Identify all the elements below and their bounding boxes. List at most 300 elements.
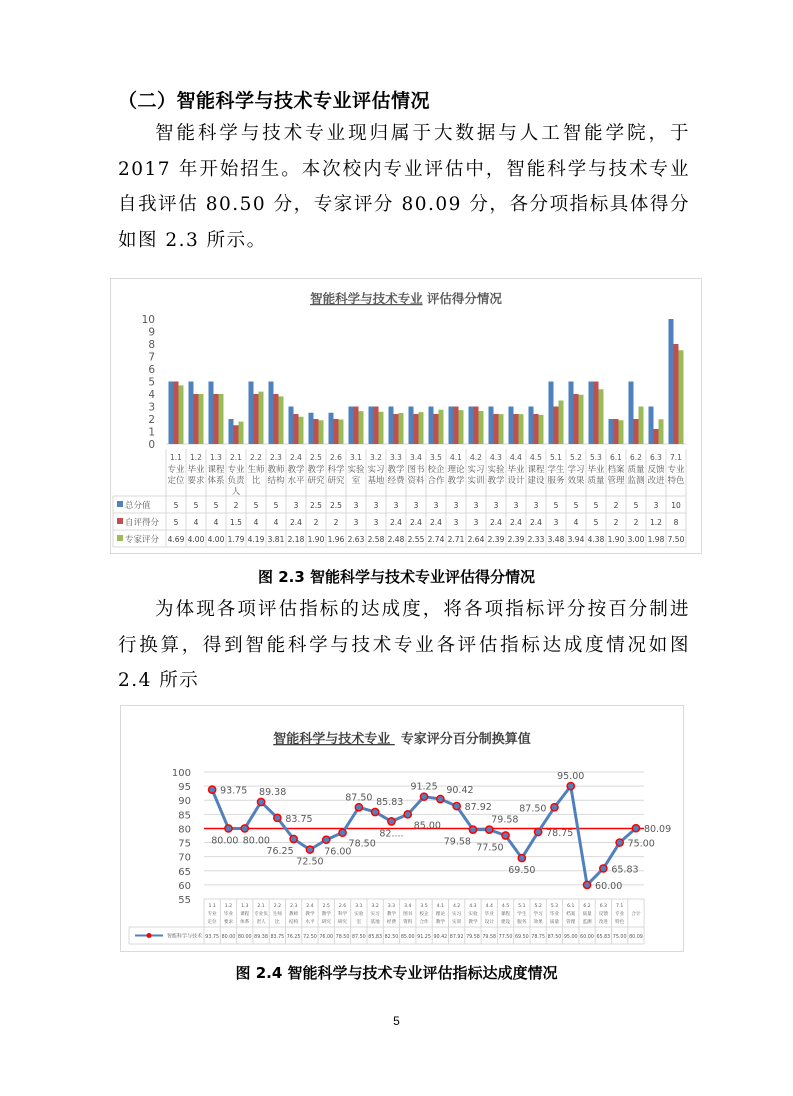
table-value: 3.81	[267, 535, 285, 544]
legend-label: 总分值	[125, 501, 151, 511]
data-label: 72.50	[296, 856, 324, 868]
category-name: 专业定位	[167, 465, 185, 486]
bar-expert	[259, 392, 264, 444]
table-value: 79.58	[482, 935, 497, 940]
y-tick-label: 100	[171, 768, 191, 779]
data-point	[437, 795, 444, 802]
data-point	[469, 826, 476, 833]
category-code: 2.6	[330, 453, 342, 462]
table-value: 3	[373, 518, 379, 527]
table-value: 85.00	[400, 935, 415, 940]
category-name: 实验室	[347, 465, 365, 486]
bar-total	[449, 407, 454, 445]
category-code: 5.3	[590, 453, 602, 462]
chart-title-part1: 智能科学与技术专业	[310, 291, 423, 306]
table-value: 2.5	[310, 501, 322, 510]
category-label: 5.3 毕业质量	[549, 904, 560, 925]
data-label: 93.75	[220, 785, 248, 797]
table-value: 5	[273, 501, 279, 510]
table-value: 4.19	[247, 535, 265, 544]
data-point	[241, 825, 248, 832]
table-value: 2.4	[410, 518, 422, 527]
data-label: 90.42	[446, 785, 474, 797]
data-label: 79.58	[491, 814, 519, 826]
table-value: 80.09	[629, 935, 643, 940]
table-value: 95.00	[563, 935, 578, 940]
table-value: 2.18	[287, 535, 305, 544]
table-value: 2.5	[330, 501, 342, 510]
table-value: 2	[613, 501, 619, 510]
table-value: 2	[633, 518, 639, 527]
table-value: 65.83	[596, 935, 611, 940]
table-value: 72.50	[303, 935, 317, 940]
data-label: 89.38	[259, 786, 287, 798]
table-value: 2.58	[367, 535, 385, 544]
paragraph-conversion: 为体现各项评估指标的达成度，将各项指标评分按百分制进行换算，得到智能科学与技术专业各评估指标达成度情况如图 2.4 所示	[118, 599, 690, 691]
table-value: 3	[453, 501, 459, 510]
category-name: 教学水平	[287, 465, 305, 486]
y-tick-label: 3	[148, 401, 155, 414]
table-value: 3	[473, 501, 479, 510]
category-name: 课程体系	[207, 465, 225, 486]
bar-expert	[399, 413, 404, 444]
bar-expert	[619, 420, 624, 444]
table-value: 4.69	[167, 535, 185, 544]
data-label: 80.00	[211, 835, 239, 847]
table-value: 4	[273, 518, 279, 527]
bar-total	[409, 407, 414, 445]
bar-expert	[319, 420, 324, 444]
category-label: 1.1 专业定位	[207, 904, 217, 925]
data-point	[290, 835, 297, 842]
category-name: 学习效果	[567, 465, 585, 486]
chart-title-part1: 智能科学与技术专业	[273, 732, 395, 747]
table-value: 3	[393, 501, 399, 510]
bar-self	[314, 419, 319, 444]
legend-swatch	[117, 518, 123, 524]
bar-total	[649, 407, 654, 445]
table-value: 89.38	[254, 935, 268, 940]
table-value: 93.75	[205, 935, 220, 940]
table-value: 1.2	[650, 518, 662, 527]
table-value: 4	[573, 518, 579, 527]
bar-total	[309, 413, 314, 444]
y-tick-label: 0	[148, 439, 155, 451]
data-point	[535, 828, 542, 835]
bar-expert	[219, 394, 224, 444]
y-tick-label: 90	[178, 796, 191, 808]
bar-total	[369, 407, 374, 445]
table-value: 5	[253, 501, 259, 510]
category-code: 2.3	[270, 453, 282, 462]
data-point	[355, 804, 362, 811]
category-code: 5.1	[550, 453, 562, 462]
table-value: 83.75	[270, 935, 285, 940]
data-point	[486, 826, 493, 833]
table-value: 1.98	[647, 535, 665, 544]
category-code: 1.2	[190, 453, 202, 462]
bar-expert	[519, 414, 524, 444]
y-tick-label: 5	[148, 376, 155, 389]
bar-expert	[559, 401, 564, 445]
bar-self	[514, 414, 519, 444]
data-label: 85.83	[376, 796, 404, 808]
data-point	[518, 854, 525, 861]
category-code: 3.2	[370, 453, 382, 462]
category-label: 4.4 毕业设计	[484, 904, 494, 925]
data-label: 77.50	[476, 842, 504, 854]
bar-total	[229, 419, 234, 444]
category-label: 4.3 实验教学	[468, 904, 478, 925]
table-value: 3	[433, 501, 439, 510]
bar-self	[334, 419, 339, 444]
table-value: 76.00	[319, 935, 334, 940]
bar-self	[574, 394, 579, 444]
bar-total	[349, 407, 354, 445]
category-label: 4.2 实习实训	[452, 904, 462, 925]
category-label: 6.2 质量监测	[582, 904, 592, 925]
data-point	[323, 836, 330, 843]
table-value: 5	[553, 501, 559, 510]
category-code: 5.2	[570, 453, 582, 462]
bar-self	[294, 414, 299, 444]
bar-expert	[419, 412, 424, 444]
bar-expert	[599, 389, 604, 444]
category-name: 毕业质量	[587, 465, 605, 486]
category-name: 课程建设	[527, 465, 545, 486]
table-value: 87.92	[449, 935, 464, 940]
bar-self	[674, 344, 679, 444]
y-tick-label: 70	[178, 852, 191, 864]
y-tick-label: 1	[148, 426, 155, 439]
category-code: 4.2	[470, 453, 482, 462]
table-value: 2.4	[290, 518, 302, 527]
table-value: 3	[473, 518, 479, 527]
table-value: 2.39	[487, 535, 505, 544]
data-label: 69.50	[508, 865, 536, 877]
table-value: 78.50	[335, 935, 350, 940]
data-point	[551, 804, 558, 811]
bar-total	[289, 407, 294, 445]
category-label: 3.2 实习基地	[370, 904, 380, 925]
category-code: 4.5	[530, 453, 542, 462]
category-name: 档案管理	[607, 465, 625, 486]
table-value: 2.74	[427, 535, 445, 544]
category-label: 4.1 理论教学	[435, 904, 445, 925]
category-name: 教学经费	[387, 465, 405, 486]
bar-self	[494, 414, 499, 444]
data-label: 79.58	[443, 836, 471, 848]
bar-self	[594, 382, 599, 445]
bar-self	[454, 407, 459, 445]
table-value: 78.75	[531, 935, 546, 940]
table-value: 2.33	[527, 535, 545, 544]
bar-self	[234, 425, 239, 444]
score-bar-chart-svg	[111, 279, 701, 553]
category-name: 学生服务	[547, 465, 565, 486]
table-value: 7.50	[667, 535, 685, 544]
data-label: 78.50	[348, 838, 376, 850]
category-name: 专业特色	[667, 465, 685, 486]
category-code: 3.3	[390, 453, 402, 462]
bar-total	[509, 407, 514, 445]
table-value: 77.50	[498, 935, 513, 940]
y-tick-label: 80	[178, 824, 191, 836]
bar-self	[214, 394, 219, 444]
category-label: 4.5 课程建设	[500, 904, 511, 925]
table-value: 5	[173, 518, 179, 527]
table-value: 4	[213, 518, 219, 527]
data-point	[209, 786, 216, 793]
bar-total	[329, 413, 334, 444]
category-name: 毕业设计	[507, 465, 525, 486]
bar-expert	[679, 350, 684, 444]
bar-self	[354, 407, 359, 445]
bar-expert	[579, 395, 584, 444]
table-value: 82.50	[384, 935, 399, 940]
table-value: 3	[373, 501, 379, 510]
category-label: 2.6 科学研究	[337, 904, 348, 925]
table-value: 2.71	[447, 535, 465, 544]
table-value: 4.00	[207, 535, 225, 544]
bar-expert	[639, 407, 644, 445]
table-value: 2.48	[387, 535, 405, 544]
bar-self	[554, 407, 559, 445]
category-name: 实验教学	[487, 465, 505, 486]
legend-swatch	[117, 501, 123, 507]
bar-expert	[539, 415, 544, 444]
table-value: 87.50	[547, 935, 562, 940]
category-name: 反馈改进	[647, 465, 665, 486]
category-code: 2.4	[290, 453, 302, 462]
data-label: 95.00	[557, 771, 585, 783]
section-heading: （二）智能科学与技术专业评估情况	[118, 90, 431, 112]
data-point	[257, 798, 264, 805]
category-name: 实习基地	[367, 465, 385, 486]
category-name: 质量监测	[627, 465, 645, 486]
category-label: 3.1 实验室	[354, 904, 364, 925]
page-number: 5	[393, 1014, 400, 1028]
bar-expert	[299, 417, 304, 444]
y-tick-label: 9	[148, 326, 155, 339]
bar-total	[389, 407, 394, 445]
category-name: 生师比	[247, 465, 265, 486]
category-label: 3.5 校企合作	[419, 904, 429, 925]
bar-self	[274, 394, 279, 444]
category-label: 1.2 毕业要求	[223, 904, 234, 925]
data-label: 87.50	[519, 803, 547, 815]
bar-total	[189, 382, 194, 445]
y-tick-label: 4	[148, 389, 155, 401]
data-point	[306, 846, 313, 853]
bar-self	[394, 414, 399, 444]
table-value: 5	[593, 501, 599, 510]
data-label: 82....	[379, 828, 404, 840]
category-code: 6.2	[630, 453, 642, 462]
table-value: 10	[671, 501, 681, 510]
data-point	[388, 818, 395, 825]
table-value: 2.4	[390, 518, 402, 527]
legend-label: 自评得分	[125, 518, 160, 528]
category-name: 教学研究	[307, 465, 325, 486]
bar-total	[169, 382, 174, 445]
chart-title	[273, 731, 531, 747]
bar-expert	[279, 396, 284, 444]
bar-self	[194, 394, 199, 444]
category-code: 3.4	[410, 453, 422, 462]
chart-title	[310, 291, 502, 306]
y-tick-label: 55	[178, 895, 191, 906]
bar-expert	[379, 412, 384, 444]
table-value: 76.25	[286, 935, 301, 940]
bar-self	[414, 414, 419, 444]
table-value: 69.50	[514, 935, 529, 940]
table-value: 3	[513, 501, 519, 510]
bar-total	[489, 407, 494, 445]
data-label: 87.92	[464, 802, 492, 814]
table-value: 5	[633, 501, 639, 510]
category-code: 7.1	[670, 453, 682, 462]
bar-expert	[659, 419, 664, 444]
figure-caption-2-3: 图 2.3 智能科学与技术专业评估得分情况	[257, 568, 536, 586]
category-label: 6.1 档案管理	[566, 904, 576, 925]
table-value: 5	[173, 501, 179, 510]
data-point	[583, 881, 590, 888]
chart-title-part2: 评估得分情况	[422, 291, 502, 306]
bar-expert	[179, 385, 184, 444]
bar-self	[614, 419, 619, 444]
table-value: 4.38	[587, 535, 605, 544]
category-name: 理论教学	[447, 465, 465, 486]
table-value: 2	[313, 518, 319, 527]
table-value: 3	[553, 518, 559, 527]
data-label: 75.00	[627, 838, 655, 850]
bar-total	[669, 319, 674, 444]
bar-self	[534, 414, 539, 444]
table-value: 5	[593, 518, 599, 527]
legend-swatch	[117, 535, 123, 541]
table-value: 2	[333, 518, 339, 527]
bar-self	[174, 382, 179, 445]
table-value: 5	[193, 501, 199, 510]
percentage-line-chart	[120, 705, 684, 952]
table-value: 2.4	[510, 518, 522, 527]
y-tick-label: 7	[148, 351, 155, 364]
table-value: 1.90	[607, 535, 625, 544]
category-name: 校企合作	[427, 465, 445, 486]
category-label: 5.2 学习效果	[533, 904, 543, 925]
data-point	[502, 832, 509, 839]
table-value: 4	[253, 518, 259, 527]
bar-expert	[359, 411, 364, 444]
table-value: 4.00	[187, 535, 205, 544]
table-value: 2.55	[407, 535, 425, 544]
category-label: 1.3 课程体系	[240, 904, 250, 925]
data-point	[420, 793, 427, 800]
figure-caption-2-4: 图 2.4 智能科学与技术专业评估指标达成度情况	[235, 964, 558, 982]
bar-expert	[339, 420, 344, 445]
legend-label: 智能科学与技术	[167, 933, 203, 940]
category-code: 6.1	[610, 453, 622, 462]
bar-self	[474, 407, 479, 445]
data-label: 87.50	[345, 792, 373, 804]
table-value: 3.00	[627, 535, 645, 544]
bar-total	[249, 382, 254, 445]
table-value: 2	[613, 518, 619, 527]
table-value: 75.00	[612, 935, 627, 940]
category-label: 2.3 教师结构	[289, 904, 299, 925]
category-code: 2.2	[250, 453, 262, 462]
table-value: 3.94	[567, 535, 585, 544]
category-label: 3.4 图书资料	[403, 904, 413, 925]
bar-expert	[479, 411, 484, 444]
category-label: 5.1 学生服务	[517, 904, 527, 925]
data-point	[632, 825, 639, 832]
category-label: 2.2 生师比	[272, 904, 282, 925]
table-value: 3	[353, 501, 359, 510]
category-code: 2.5	[310, 453, 322, 462]
y-tick-label: 10	[141, 314, 155, 326]
table-value: 3	[353, 518, 359, 527]
category-code: 2.1	[230, 453, 242, 462]
table-value: 3.48	[547, 535, 565, 544]
y-tick-label: 8	[148, 339, 155, 351]
bar-total	[589, 382, 594, 445]
table-value: 5	[213, 501, 219, 510]
bar-total	[529, 407, 534, 445]
table-value: 5	[573, 501, 579, 510]
bar-expert	[459, 410, 464, 444]
data-label: 60.00	[595, 880, 623, 892]
category-label: 2.1 专业负责人	[254, 904, 268, 925]
bar-total	[569, 382, 574, 445]
data-label: 80.00	[242, 835, 270, 847]
data-label: 85.00	[413, 820, 441, 832]
bar-self	[374, 407, 379, 445]
category-name: 毕业要求	[187, 465, 205, 486]
data-point	[225, 825, 232, 832]
category-code: 4.3	[490, 453, 502, 462]
table-value: 1.5	[230, 518, 242, 527]
category-name: 专业负责人	[227, 465, 245, 497]
data-point	[372, 808, 379, 815]
data-point	[600, 865, 607, 872]
table-value: 1.79	[227, 535, 245, 544]
y-tick-label: 85	[178, 810, 191, 822]
legend-label: 专家评分	[125, 535, 160, 545]
data-label: 65.83	[611, 864, 639, 876]
table-value: 3	[493, 501, 499, 510]
data-label: 80.09	[643, 824, 672, 836]
bar-self	[654, 429, 659, 444]
table-value: 3	[453, 518, 459, 527]
category-name: 科学研究	[327, 465, 345, 486]
table-value: 1.96	[327, 535, 345, 544]
category-name: 实习实训	[467, 465, 485, 486]
table-value: 80.00	[221, 935, 236, 940]
data-label: 91.25	[410, 781, 438, 793]
data-point	[567, 783, 574, 790]
category-code: 1.1	[170, 453, 182, 462]
y-tick-label: 2	[148, 414, 155, 426]
category-label: 3.3 教学经费	[386, 904, 397, 925]
table-value: 90.42	[433, 935, 448, 940]
category-code: 4.4	[510, 453, 522, 462]
category-code: 6.3	[650, 453, 662, 462]
data-label: 78.75	[546, 827, 574, 839]
percentage-line-chart-svg	[121, 706, 683, 951]
table-value: 2.4	[490, 518, 502, 527]
